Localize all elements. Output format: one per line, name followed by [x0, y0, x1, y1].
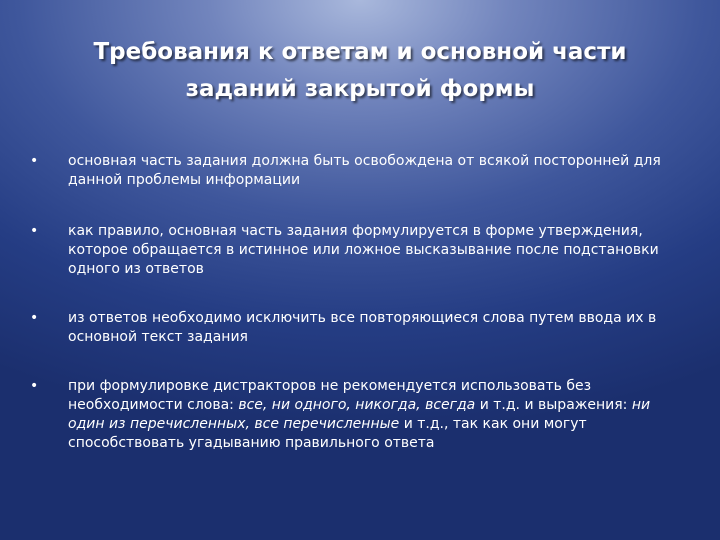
bullet-item	[30, 377, 680, 453]
text-segment: и т.д. и выражения:	[475, 397, 632, 413]
title-line-1: Требования к ответам и основной части	[93, 39, 627, 65]
bullet-text: из ответов необходимо исключить все повторяющиеся слова путем ввода их в основной текст задания	[68, 310, 657, 345]
italic-expression-list: ни один из перечисленных, все перечисленные	[68, 397, 651, 432]
bullet-item	[30, 309, 680, 347]
bullet-item	[30, 152, 680, 190]
slide-title	[40, 34, 680, 108]
title-line-2: заданий закрытой формы	[185, 76, 535, 102]
bullet-icon: •	[30, 378, 39, 394]
text-segment: при формулировке дистракторов не рекомендуется использовать без необходимости слова:	[68, 378, 592, 413]
bullet-item	[30, 222, 680, 279]
bullet-text	[68, 377, 680, 453]
bullet-icon: •	[30, 310, 39, 326]
text-segment: и т.д., так как они могут способствовать угадыванию правильного ответа	[68, 416, 587, 451]
bullet-icon: •	[30, 223, 39, 239]
italic-word-list: все, ни одного, никогда, всегда	[238, 397, 476, 413]
bullet-icon: •	[30, 153, 39, 169]
bullet-text: основная часть задания должна быть освобождена от всякой посторонней для данной проблемы информации	[68, 153, 661, 188]
bullet-text: как правило, основная часть задания формулируется в форме утверждения, которое обращается в истинное или ложное высказывание после подстановки одного из ответов	[68, 223, 659, 277]
